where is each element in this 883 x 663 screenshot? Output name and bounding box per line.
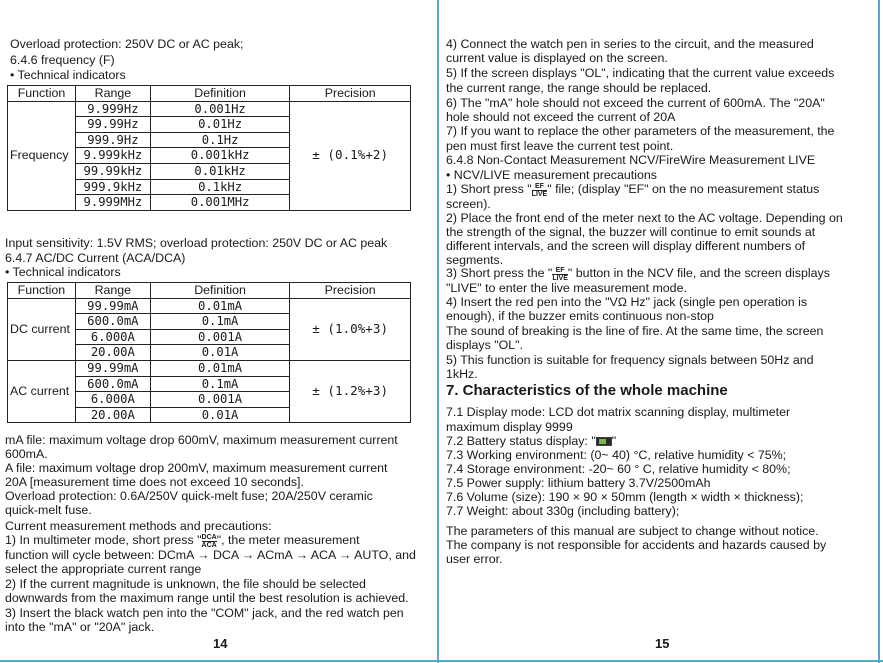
table-header: Range xyxy=(75,283,150,299)
dca-label: DCA xyxy=(201,534,217,541)
right-page xyxy=(440,0,878,663)
function-cell: DC current xyxy=(8,298,76,360)
body-line: 7.3 Working environment: (0~ 40) °C, relative humidity < 75%; xyxy=(446,448,787,462)
battery-line xyxy=(446,434,616,448)
table-header: Range xyxy=(75,86,150,102)
range-cell: 999.9Hz xyxy=(75,132,150,148)
body-line: enough), if the buzzer emits continuous non-stop xyxy=(446,309,714,323)
definition-cell: 0.01mA xyxy=(150,298,290,314)
body-line: function will cycle between: DCmA → DCA → ACmA → ACA → AUTO, and xyxy=(5,548,416,562)
body-line: The sound of breaking is the line of fire. At the same time, the screen xyxy=(446,324,824,338)
body-line: 7.6 Volume (size): 190 × 90 × 50mm (length × width × thickness); xyxy=(446,490,804,504)
function-cell: AC current xyxy=(8,360,76,422)
short-press-post: " file; (display "EF" on the no measurement status xyxy=(547,182,820,196)
body-line: 3) Insert the black watch pen into the "COM" jack, and the red watch pen xyxy=(5,606,404,620)
body-line: 20A [measurement time does not exceed 10 seconds]. xyxy=(5,475,304,489)
intro-line: 6.4.6 frequency (F) xyxy=(10,53,115,67)
table-header: Definition xyxy=(150,86,290,102)
ef-label: EF xyxy=(552,267,568,275)
range-cell: 99.99kHz xyxy=(75,163,150,179)
body-line: current value is displayed on the screen. xyxy=(446,51,668,65)
body-line: "LIVE" to enter the live measurement mode. xyxy=(446,281,687,295)
definition-cell: 0.001A xyxy=(150,329,290,345)
body-line: 600mA. xyxy=(5,447,48,461)
aca-label: ACA xyxy=(201,542,217,549)
table-header: Function xyxy=(8,283,76,299)
range-cell: 20.00A xyxy=(75,345,150,361)
range-cell: 6.000A xyxy=(75,329,150,345)
range-cell: 9.999MHz xyxy=(75,195,150,211)
body-line: 7.1 Display mode: LCD dot matrix scanning display, multimeter xyxy=(446,405,791,419)
body-line: screen). xyxy=(446,197,491,211)
range-cell: 9.999kHz xyxy=(75,148,150,164)
body-line: 1kHz. xyxy=(446,367,478,381)
table-header: Function xyxy=(8,86,76,102)
body-line: Overload protection: 0.6A/250V quick-melt fuse; 20A/250V ceramic xyxy=(5,489,373,503)
body-line: 6.4.8 Non-Contact Measurement NCV/FireWire Measurement LIVE xyxy=(446,153,816,167)
dca-aca-button-icon xyxy=(202,534,217,549)
range-cell: 999.9kHz xyxy=(75,179,150,195)
definition-cell: 0.01A xyxy=(150,407,290,423)
short-press-line xyxy=(446,182,819,198)
body-line: The parameters of this manual are subject to change without notice. xyxy=(446,524,819,538)
range-cell: 6.000A xyxy=(75,392,150,408)
range-cell: 99.99Hz xyxy=(75,117,150,133)
current-table xyxy=(7,282,411,423)
body-line: displays "OL". xyxy=(446,338,523,352)
body-line: hole should not exceed the current of 20A xyxy=(446,110,676,124)
mid-line: Input sensitivity: 1.5V RMS; overload protection: 250V DC or AC peak xyxy=(5,236,388,250)
short-press-line xyxy=(5,533,360,549)
body-line: 6) The "mA" hole should not exceed the current of 600mA. The "20A" xyxy=(446,96,825,110)
body-line: 5) If the screen displays "OL", indicating that the current value exceeds xyxy=(446,66,835,80)
precision-cell: ± (1.2%+3) xyxy=(290,360,411,422)
table-header: Precision xyxy=(290,283,411,299)
range-cell: 600.0mA xyxy=(75,376,150,392)
page-divider-right xyxy=(878,0,880,663)
definition-cell: 0.1Hz xyxy=(150,132,290,148)
page-divider-left xyxy=(437,0,439,663)
definition-cell: 0.001MHz xyxy=(150,195,290,211)
ef-live-button-icon xyxy=(552,267,568,282)
short-press-pre: 1) Short press " xyxy=(446,182,532,196)
definition-cell: 0.01Hz xyxy=(150,117,290,133)
short-press-pre: 3) Short press the " xyxy=(446,266,553,280)
definition-cell: 0.001A xyxy=(150,392,290,408)
body-line: maximum display 9999 xyxy=(446,420,573,434)
page-number: 15 xyxy=(655,636,670,651)
body-line: 2) If the current magnitude is unknown, the file should be selected xyxy=(5,577,366,591)
body-line: select the appropriate current range xyxy=(5,562,202,576)
definition-cell: 0.01kHz xyxy=(150,163,290,179)
left-page xyxy=(0,0,437,663)
page-number: 14 xyxy=(213,636,228,651)
table-header: Precision xyxy=(290,86,411,102)
live-label: LIVE xyxy=(531,191,548,198)
definition-cell: 0.1mA xyxy=(150,314,290,330)
body-line: • NCV/LIVE measurement precautions xyxy=(446,168,657,182)
body-line: the strength of the signal, the buzzer will continue to emit sounds at xyxy=(446,225,816,239)
body-line: segments. xyxy=(446,253,504,267)
mid-line: 6.4.7 AC/DC Current (ACA/DCA) xyxy=(5,251,186,265)
definition-cell: 0.01mA xyxy=(150,360,290,376)
body-line: pen must first leave the current test point. xyxy=(446,139,674,153)
range-cell: 9.999Hz xyxy=(75,101,150,117)
live-label: LIVE xyxy=(552,275,568,282)
short-press-line xyxy=(446,266,830,282)
mid-line: • Technical indicators xyxy=(5,265,121,279)
body-line: into the "mA" or "20A" jack. xyxy=(5,620,155,634)
intro-line: • Technical indicators xyxy=(10,68,126,82)
definition-cell: 0.1kHz xyxy=(150,179,290,195)
definition-cell: 0.001Hz xyxy=(150,101,290,117)
body-line: mA file: maximum voltage drop 600mV, maximum measurement current xyxy=(5,433,398,447)
short-press-post: ", the meter measurement xyxy=(216,533,360,547)
body-line: A file: maximum voltage drop 200mV, maximum measurement current xyxy=(5,461,388,475)
body-line: the current range, the range should be replaced. xyxy=(446,81,712,95)
body-line: 7.4 Storage environment: -20~ 60 ° C, relative humidity < 80%; xyxy=(446,462,791,476)
body-line: 4) Insert the red pen into the "VΩ Hz" jack (single pen operation is xyxy=(446,295,808,309)
body-line: user error. xyxy=(446,552,503,566)
precision-cell: ± (0.1%+2) xyxy=(290,101,411,210)
body-line: downwards from the maximum range until the best resolution is achieved. xyxy=(5,591,409,605)
body-line: 7.7 Weight: about 330g (including battery); xyxy=(446,504,680,518)
body-line: 4) Connect the watch pen in series to the circuit, and the measured xyxy=(446,37,814,51)
frequency-table xyxy=(7,85,411,211)
battery-icon xyxy=(596,437,612,446)
body-line: 7) If you want to replace the other parameters of the measurement, the xyxy=(446,124,835,138)
body-line: different intervals, and the screen will display different numbers of xyxy=(446,239,806,253)
ef-live-button-icon xyxy=(532,183,548,198)
range-cell: 99.99mA xyxy=(75,360,150,376)
table-header: Definition xyxy=(150,283,290,299)
range-cell: 20.00A xyxy=(75,407,150,423)
precision-cell: ± (1.0%+3) xyxy=(290,298,411,360)
body-line: Current measurement methods and precautions: xyxy=(5,519,272,533)
body-line: 2) Place the front end of the meter next to the AC voltage. Depending on xyxy=(446,211,843,225)
body-line: 5) This function is suitable for frequency signals between 50Hz and xyxy=(446,353,814,367)
section-title: 7. Characteristics of the whole machine xyxy=(446,382,728,399)
battery-pre: 7.2 Battery status display: " xyxy=(446,434,596,448)
function-cell: Frequency xyxy=(8,101,76,210)
range-cell: 600.0mA xyxy=(75,314,150,330)
body-line: 7.5 Power supply: lithium battery 3.7V/2500mAh xyxy=(446,476,711,490)
body-line: The company is not responsible for accidents and hazards caused by xyxy=(446,538,827,552)
range-cell: 99.99mA xyxy=(75,298,150,314)
short-press-pre: 1) In multimeter mode, short press " xyxy=(5,533,202,547)
ef-label: EF xyxy=(532,183,548,191)
definition-cell: 0.001kHz xyxy=(150,148,290,164)
short-press-post: " button in the NCV file, and the screen displays xyxy=(567,266,830,280)
definition-cell: 0.1mA xyxy=(150,376,290,392)
body-line: quick-melt fuse. xyxy=(5,503,92,517)
battery-post: " xyxy=(611,434,617,448)
intro-line: Overload protection: 250V DC or AC peak; xyxy=(10,37,244,51)
definition-cell: 0.01A xyxy=(150,345,290,361)
